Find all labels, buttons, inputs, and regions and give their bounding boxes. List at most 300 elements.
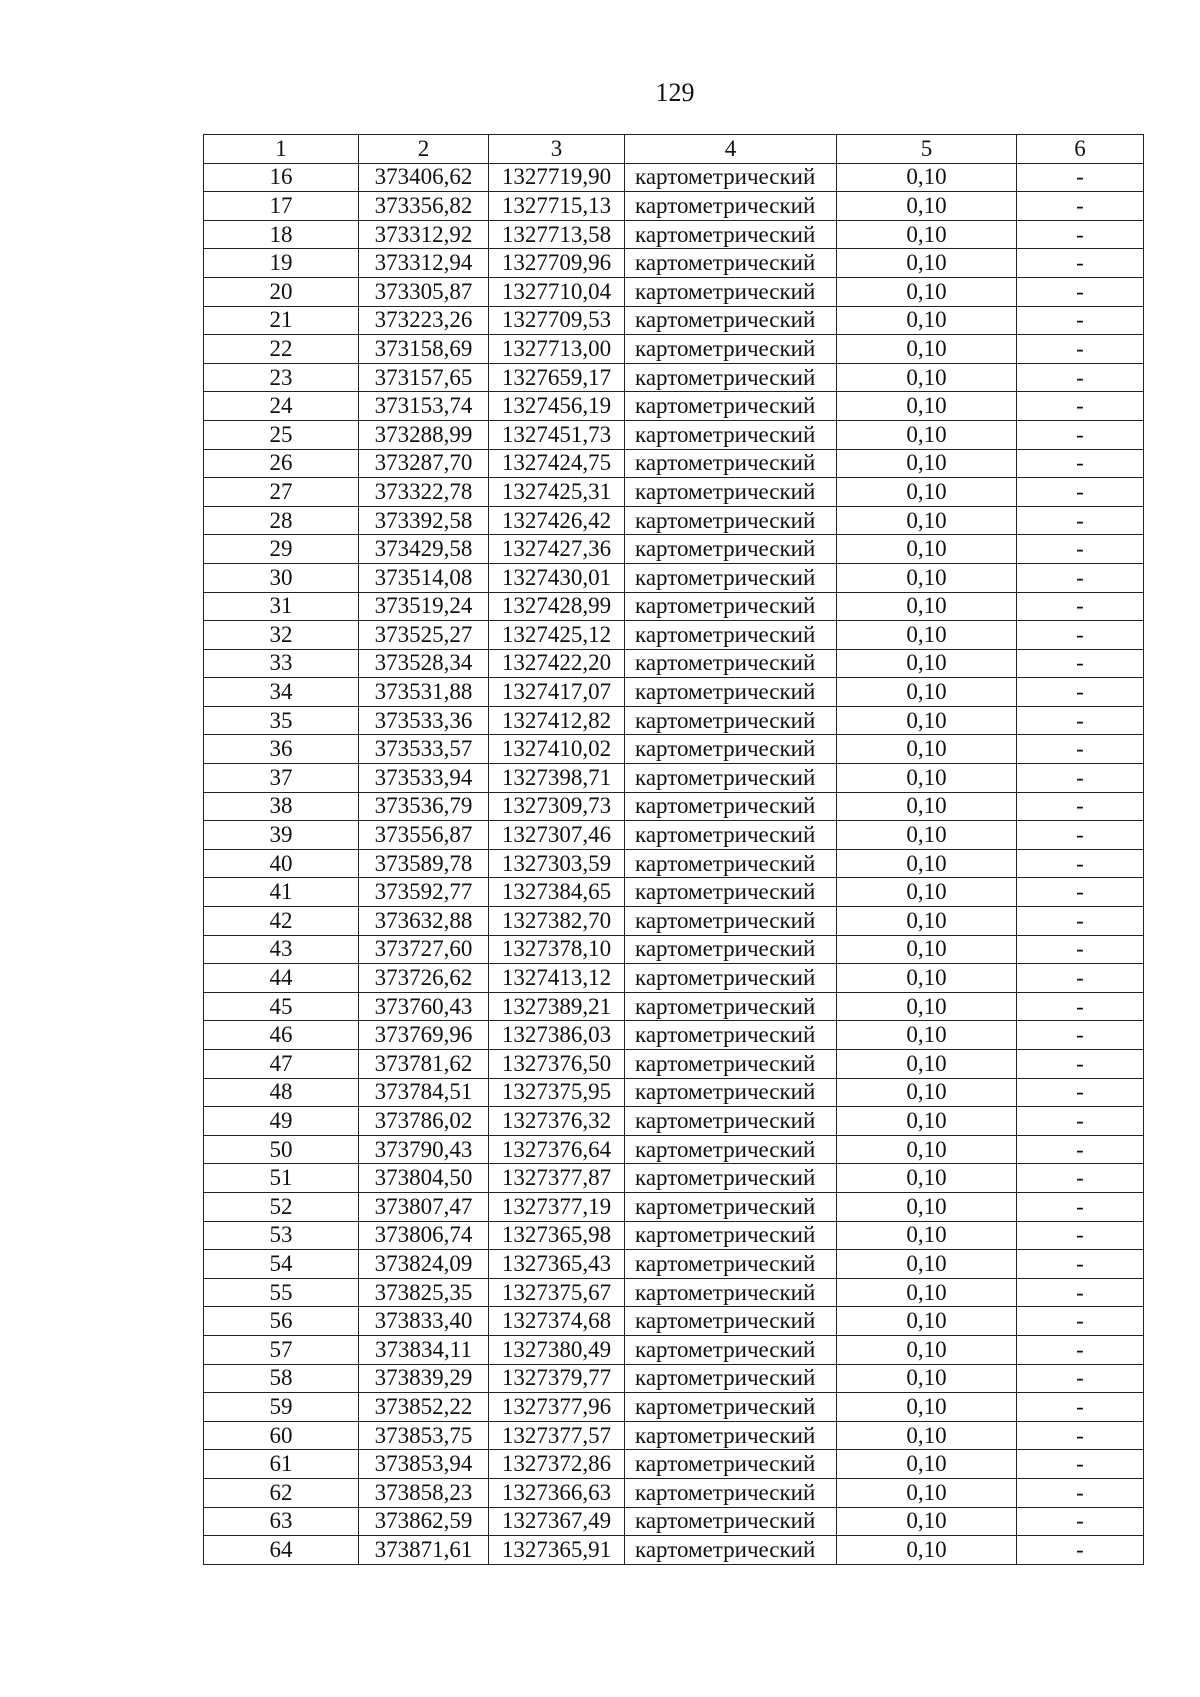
cell-accuracy: 0,10 xyxy=(837,306,1017,335)
cell-y-coordinate: 1327398,71 xyxy=(489,764,625,793)
cell-y-coordinate: 1327377,57 xyxy=(489,1421,625,1450)
cell-point-number: 42 xyxy=(204,907,359,936)
cell-accuracy: 0,10 xyxy=(837,735,1017,764)
cell-description: - xyxy=(1017,535,1144,564)
cell-point-number: 39 xyxy=(204,821,359,850)
cell-description: - xyxy=(1017,1135,1144,1164)
cell-description: - xyxy=(1017,249,1144,278)
cell-y-coordinate: 1327713,58 xyxy=(489,220,625,249)
cell-method: картометрический xyxy=(625,1250,837,1279)
cell-description: - xyxy=(1017,706,1144,735)
cell-accuracy: 0,10 xyxy=(837,592,1017,621)
cell-point-number: 43 xyxy=(204,935,359,964)
cell-x-coordinate: 373784,51 xyxy=(359,1078,489,1107)
table-row xyxy=(204,792,1144,821)
cell-x-coordinate: 373429,58 xyxy=(359,535,489,564)
cell-y-coordinate: 1327365,91 xyxy=(489,1536,625,1565)
cell-x-coordinate: 373312,92 xyxy=(359,220,489,249)
cell-method: картометрический xyxy=(625,964,837,993)
cell-description: - xyxy=(1017,1507,1144,1536)
cell-method: картометрический xyxy=(625,1507,837,1536)
cell-y-coordinate: 1327413,12 xyxy=(489,964,625,993)
table-row xyxy=(204,1135,1144,1164)
cell-y-coordinate: 1327425,12 xyxy=(489,621,625,650)
header-cell-5: 5 xyxy=(837,135,1017,164)
cell-accuracy: 0,10 xyxy=(837,1050,1017,1079)
cell-x-coordinate: 373536,79 xyxy=(359,792,489,821)
header-cell-3: 3 xyxy=(489,135,625,164)
cell-point-number: 16 xyxy=(204,163,359,192)
cell-point-number: 61 xyxy=(204,1450,359,1479)
cell-point-number: 41 xyxy=(204,878,359,907)
cell-accuracy: 0,10 xyxy=(837,1478,1017,1507)
table-row xyxy=(204,706,1144,735)
cell-description: - xyxy=(1017,449,1144,478)
cell-point-number: 28 xyxy=(204,506,359,535)
cell-point-number: 38 xyxy=(204,792,359,821)
cell-accuracy: 0,10 xyxy=(837,992,1017,1021)
cell-description: - xyxy=(1017,1421,1144,1450)
cell-method: картометрический xyxy=(625,249,837,278)
cell-y-coordinate: 1327377,19 xyxy=(489,1192,625,1221)
cell-method: картометрический xyxy=(625,1050,837,1079)
table-row xyxy=(204,649,1144,678)
cell-x-coordinate: 373305,87 xyxy=(359,277,489,306)
table-row xyxy=(204,363,1144,392)
cell-accuracy: 0,10 xyxy=(837,792,1017,821)
cell-accuracy: 0,10 xyxy=(837,706,1017,735)
cell-x-coordinate: 373525,27 xyxy=(359,621,489,650)
cell-point-number: 20 xyxy=(204,277,359,306)
cell-point-number: 29 xyxy=(204,535,359,564)
cell-x-coordinate: 373834,11 xyxy=(359,1335,489,1364)
cell-x-coordinate: 373533,57 xyxy=(359,735,489,764)
cell-y-coordinate: 1327380,49 xyxy=(489,1335,625,1364)
cell-description: - xyxy=(1017,1050,1144,1079)
cell-x-coordinate: 373392,58 xyxy=(359,506,489,535)
table-row xyxy=(204,1421,1144,1450)
table-row xyxy=(204,907,1144,936)
cell-method: картометрический xyxy=(625,163,837,192)
table-row xyxy=(204,1250,1144,1279)
cell-accuracy: 0,10 xyxy=(837,249,1017,278)
cell-method: картометрический xyxy=(625,792,837,821)
table-row xyxy=(204,935,1144,964)
cell-point-number: 24 xyxy=(204,392,359,421)
cell-method: картометрический xyxy=(625,592,837,621)
cell-point-number: 64 xyxy=(204,1536,359,1565)
cell-method: картометрический xyxy=(625,506,837,535)
cell-point-number: 54 xyxy=(204,1250,359,1279)
cell-point-number: 27 xyxy=(204,478,359,507)
table-row xyxy=(204,849,1144,878)
cell-description: - xyxy=(1017,1450,1144,1479)
cell-point-number: 25 xyxy=(204,420,359,449)
cell-x-coordinate: 373288,99 xyxy=(359,420,489,449)
cell-method: картометрический xyxy=(625,1278,837,1307)
table-row xyxy=(204,420,1144,449)
cell-method: картометрический xyxy=(625,220,837,249)
cell-point-number: 45 xyxy=(204,992,359,1021)
cell-method: картометрический xyxy=(625,907,837,936)
cell-method: картометрический xyxy=(625,621,837,650)
cell-x-coordinate: 373853,94 xyxy=(359,1450,489,1479)
cell-point-number: 63 xyxy=(204,1507,359,1536)
cell-accuracy: 0,10 xyxy=(837,649,1017,678)
table-row xyxy=(204,1192,1144,1221)
table-row xyxy=(204,535,1144,564)
cell-point-number: 48 xyxy=(204,1078,359,1107)
cell-point-number: 35 xyxy=(204,706,359,735)
table-row xyxy=(204,678,1144,707)
cell-accuracy: 0,10 xyxy=(837,1536,1017,1565)
cell-description: - xyxy=(1017,1078,1144,1107)
cell-point-number: 17 xyxy=(204,192,359,221)
cell-point-number: 60 xyxy=(204,1421,359,1450)
cell-method: картометрический xyxy=(625,1107,837,1136)
cell-x-coordinate: 373312,94 xyxy=(359,249,489,278)
cell-method: картометрический xyxy=(625,1135,837,1164)
coordinates-table xyxy=(203,134,1144,1565)
cell-description: - xyxy=(1017,420,1144,449)
cell-description: - xyxy=(1017,1192,1144,1221)
cell-method: картометрический xyxy=(625,1307,837,1336)
cell-method: картометрический xyxy=(625,764,837,793)
table-row xyxy=(204,764,1144,793)
cell-description: - xyxy=(1017,306,1144,335)
cell-method: картометрический xyxy=(625,649,837,678)
cell-y-coordinate: 1327376,64 xyxy=(489,1135,625,1164)
cell-method: картометрический xyxy=(625,992,837,1021)
cell-method: картометрический xyxy=(625,706,837,735)
cell-accuracy: 0,10 xyxy=(837,1364,1017,1393)
cell-x-coordinate: 373790,43 xyxy=(359,1135,489,1164)
cell-accuracy: 0,10 xyxy=(837,535,1017,564)
cell-description: - xyxy=(1017,363,1144,392)
cell-x-coordinate: 373589,78 xyxy=(359,849,489,878)
cell-method: картометрический xyxy=(625,535,837,564)
cell-y-coordinate: 1327382,70 xyxy=(489,907,625,936)
cell-point-number: 47 xyxy=(204,1050,359,1079)
cell-y-coordinate: 1327384,65 xyxy=(489,878,625,907)
cell-description: - xyxy=(1017,621,1144,650)
cell-description: - xyxy=(1017,192,1144,221)
cell-accuracy: 0,10 xyxy=(837,1221,1017,1250)
cell-y-coordinate: 1327412,82 xyxy=(489,706,625,735)
cell-point-number: 49 xyxy=(204,1107,359,1136)
cell-method: картометрический xyxy=(625,821,837,850)
cell-x-coordinate: 373519,24 xyxy=(359,592,489,621)
header-cell-6: 6 xyxy=(1017,135,1144,164)
cell-point-number: 21 xyxy=(204,306,359,335)
cell-description: - xyxy=(1017,392,1144,421)
table-row xyxy=(204,1450,1144,1479)
cell-x-coordinate: 373592,77 xyxy=(359,878,489,907)
cell-x-coordinate: 373781,62 xyxy=(359,1050,489,1079)
cell-method: картометрический xyxy=(625,878,837,907)
cell-x-coordinate: 373727,60 xyxy=(359,935,489,964)
table-row xyxy=(204,163,1144,192)
table-row xyxy=(204,1393,1144,1422)
cell-y-coordinate: 1327366,63 xyxy=(489,1478,625,1507)
cell-point-number: 59 xyxy=(204,1393,359,1422)
cell-y-coordinate: 1327303,59 xyxy=(489,849,625,878)
cell-accuracy: 0,10 xyxy=(837,277,1017,306)
cell-y-coordinate: 1327709,96 xyxy=(489,249,625,278)
cell-point-number: 40 xyxy=(204,849,359,878)
cell-x-coordinate: 373528,34 xyxy=(359,649,489,678)
cell-description: - xyxy=(1017,1307,1144,1336)
cell-y-coordinate: 1327659,17 xyxy=(489,363,625,392)
table-row xyxy=(204,821,1144,850)
cell-point-number: 19 xyxy=(204,249,359,278)
cell-method: картометрический xyxy=(625,363,837,392)
cell-y-coordinate: 1327377,87 xyxy=(489,1164,625,1193)
cell-description: - xyxy=(1017,992,1144,1021)
cell-description: - xyxy=(1017,821,1144,850)
cell-x-coordinate: 373824,09 xyxy=(359,1250,489,1279)
cell-method: картометрический xyxy=(625,735,837,764)
cell-y-coordinate: 1327713,00 xyxy=(489,335,625,364)
cell-method: картометрический xyxy=(625,1478,837,1507)
cell-description: - xyxy=(1017,478,1144,507)
cell-method: картометрический xyxy=(625,1078,837,1107)
cell-x-coordinate: 373158,69 xyxy=(359,335,489,364)
cell-method: картометрический xyxy=(625,678,837,707)
cell-x-coordinate: 373514,08 xyxy=(359,563,489,592)
cell-point-number: 32 xyxy=(204,621,359,650)
cell-accuracy: 0,10 xyxy=(837,506,1017,535)
cell-y-coordinate: 1327426,42 xyxy=(489,506,625,535)
cell-method: картометрический xyxy=(625,1164,837,1193)
table-row xyxy=(204,1107,1144,1136)
cell-description: - xyxy=(1017,220,1144,249)
cell-x-coordinate: 373825,35 xyxy=(359,1278,489,1307)
cell-accuracy: 0,10 xyxy=(837,1078,1017,1107)
cell-y-coordinate: 1327307,46 xyxy=(489,821,625,850)
table-body xyxy=(204,163,1144,1564)
cell-description: - xyxy=(1017,964,1144,993)
cell-description: - xyxy=(1017,277,1144,306)
cell-x-coordinate: 373632,88 xyxy=(359,907,489,936)
cell-y-coordinate: 1327417,07 xyxy=(489,678,625,707)
table-row xyxy=(204,449,1144,478)
cell-accuracy: 0,10 xyxy=(837,1421,1017,1450)
cell-description: - xyxy=(1017,649,1144,678)
cell-accuracy: 0,10 xyxy=(837,478,1017,507)
cell-x-coordinate: 373356,82 xyxy=(359,192,489,221)
cell-method: картометрический xyxy=(625,335,837,364)
cell-description: - xyxy=(1017,1478,1144,1507)
cell-x-coordinate: 373533,36 xyxy=(359,706,489,735)
table-row xyxy=(204,277,1144,306)
cell-method: картометрический xyxy=(625,392,837,421)
cell-y-coordinate: 1327375,95 xyxy=(489,1078,625,1107)
table-row xyxy=(204,1507,1144,1536)
cell-accuracy: 0,10 xyxy=(837,621,1017,650)
cell-x-coordinate: 373760,43 xyxy=(359,992,489,1021)
cell-description: - xyxy=(1017,1250,1144,1279)
table-row xyxy=(204,878,1144,907)
cell-point-number: 51 xyxy=(204,1164,359,1193)
cell-accuracy: 0,10 xyxy=(837,1021,1017,1050)
cell-y-coordinate: 1327422,20 xyxy=(489,649,625,678)
cell-x-coordinate: 373287,70 xyxy=(359,449,489,478)
table-row xyxy=(204,1364,1144,1393)
table-row xyxy=(204,1536,1144,1565)
cell-point-number: 34 xyxy=(204,678,359,707)
cell-y-coordinate: 1327427,36 xyxy=(489,535,625,564)
cell-point-number: 52 xyxy=(204,1192,359,1221)
cell-method: картометрический xyxy=(625,306,837,335)
cell-y-coordinate: 1327365,98 xyxy=(489,1221,625,1250)
cell-accuracy: 0,10 xyxy=(837,764,1017,793)
cell-accuracy: 0,10 xyxy=(837,1164,1017,1193)
cell-y-coordinate: 1327456,19 xyxy=(489,392,625,421)
cell-point-number: 56 xyxy=(204,1307,359,1336)
cell-y-coordinate: 1327309,73 xyxy=(489,792,625,821)
cell-description: - xyxy=(1017,592,1144,621)
cell-description: - xyxy=(1017,163,1144,192)
cell-point-number: 62 xyxy=(204,1478,359,1507)
cell-description: - xyxy=(1017,935,1144,964)
cell-accuracy: 0,10 xyxy=(837,192,1017,221)
cell-x-coordinate: 373769,96 xyxy=(359,1021,489,1050)
cell-description: - xyxy=(1017,1364,1144,1393)
cell-accuracy: 0,10 xyxy=(837,1507,1017,1536)
cell-description: - xyxy=(1017,735,1144,764)
cell-y-coordinate: 1327377,96 xyxy=(489,1393,625,1422)
table-row xyxy=(204,306,1144,335)
cell-x-coordinate: 373531,88 xyxy=(359,678,489,707)
cell-accuracy: 0,10 xyxy=(837,420,1017,449)
table-row xyxy=(204,1478,1144,1507)
cell-point-number: 22 xyxy=(204,335,359,364)
cell-accuracy: 0,10 xyxy=(837,1192,1017,1221)
cell-method: картометрический xyxy=(625,1450,837,1479)
cell-accuracy: 0,10 xyxy=(837,964,1017,993)
cell-method: картометрический xyxy=(625,1393,837,1422)
header-cell-4: 4 xyxy=(625,135,837,164)
cell-y-coordinate: 1327425,31 xyxy=(489,478,625,507)
cell-x-coordinate: 373839,29 xyxy=(359,1364,489,1393)
cell-x-coordinate: 373223,26 xyxy=(359,306,489,335)
cell-accuracy: 0,10 xyxy=(837,392,1017,421)
cell-x-coordinate: 373852,22 xyxy=(359,1393,489,1422)
cell-x-coordinate: 373406,62 xyxy=(359,163,489,192)
cell-y-coordinate: 1327430,01 xyxy=(489,563,625,592)
cell-point-number: 37 xyxy=(204,764,359,793)
cell-method: картометрический xyxy=(625,420,837,449)
table-row xyxy=(204,1050,1144,1079)
cell-method: картометрический xyxy=(625,1021,837,1050)
cell-accuracy: 0,10 xyxy=(837,449,1017,478)
cell-method: картометрический xyxy=(625,192,837,221)
cell-x-coordinate: 373726,62 xyxy=(359,964,489,993)
cell-method: картометрический xyxy=(625,935,837,964)
table-row xyxy=(204,621,1144,650)
cell-x-coordinate: 373556,87 xyxy=(359,821,489,850)
table-header xyxy=(204,135,1144,164)
cell-y-coordinate: 1327376,32 xyxy=(489,1107,625,1136)
table-row xyxy=(204,249,1144,278)
cell-x-coordinate: 373806,74 xyxy=(359,1221,489,1250)
table-row xyxy=(204,220,1144,249)
cell-x-coordinate: 373807,47 xyxy=(359,1192,489,1221)
cell-point-number: 26 xyxy=(204,449,359,478)
cell-description: - xyxy=(1017,792,1144,821)
cell-description: - xyxy=(1017,878,1144,907)
cell-accuracy: 0,10 xyxy=(837,335,1017,364)
cell-description: - xyxy=(1017,506,1144,535)
cell-accuracy: 0,10 xyxy=(837,878,1017,907)
cell-accuracy: 0,10 xyxy=(837,563,1017,592)
cell-x-coordinate: 373862,59 xyxy=(359,1507,489,1536)
cell-point-number: 46 xyxy=(204,1021,359,1050)
cell-description: - xyxy=(1017,678,1144,707)
cell-accuracy: 0,10 xyxy=(837,163,1017,192)
cell-point-number: 55 xyxy=(204,1278,359,1307)
cell-description: - xyxy=(1017,1536,1144,1565)
cell-y-coordinate: 1327719,90 xyxy=(489,163,625,192)
cell-point-number: 31 xyxy=(204,592,359,621)
cell-method: картометрический xyxy=(625,563,837,592)
cell-point-number: 30 xyxy=(204,563,359,592)
cell-accuracy: 0,10 xyxy=(837,678,1017,707)
cell-description: - xyxy=(1017,907,1144,936)
cell-method: картометрический xyxy=(625,1335,837,1364)
cell-accuracy: 0,10 xyxy=(837,1393,1017,1422)
table-row xyxy=(204,592,1144,621)
cell-accuracy: 0,10 xyxy=(837,1335,1017,1364)
cell-y-coordinate: 1327378,10 xyxy=(489,935,625,964)
cell-y-coordinate: 1327710,04 xyxy=(489,277,625,306)
cell-point-number: 44 xyxy=(204,964,359,993)
cell-x-coordinate: 373786,02 xyxy=(359,1107,489,1136)
cell-accuracy: 0,10 xyxy=(837,1135,1017,1164)
table-row xyxy=(204,735,1144,764)
cell-point-number: 57 xyxy=(204,1335,359,1364)
cell-accuracy: 0,10 xyxy=(837,1107,1017,1136)
table-row xyxy=(204,506,1144,535)
cell-accuracy: 0,10 xyxy=(837,935,1017,964)
cell-point-number: 23 xyxy=(204,363,359,392)
cell-accuracy: 0,10 xyxy=(837,363,1017,392)
cell-description: - xyxy=(1017,849,1144,878)
table-row xyxy=(204,1078,1144,1107)
cell-y-coordinate: 1327365,43 xyxy=(489,1250,625,1279)
table-row xyxy=(204,1278,1144,1307)
cell-y-coordinate: 1327372,86 xyxy=(489,1450,625,1479)
table-row xyxy=(204,992,1144,1021)
header-cell-2: 2 xyxy=(359,135,489,164)
table-row xyxy=(204,1335,1144,1364)
cell-accuracy: 0,10 xyxy=(837,1250,1017,1279)
cell-accuracy: 0,10 xyxy=(837,220,1017,249)
cell-y-coordinate: 1327379,77 xyxy=(489,1364,625,1393)
cell-y-coordinate: 1327410,02 xyxy=(489,735,625,764)
cell-y-coordinate: 1327374,68 xyxy=(489,1307,625,1336)
cell-y-coordinate: 1327367,49 xyxy=(489,1507,625,1536)
cell-x-coordinate: 373157,65 xyxy=(359,363,489,392)
cell-y-coordinate: 1327424,75 xyxy=(489,449,625,478)
cell-method: картометрический xyxy=(625,849,837,878)
cell-y-coordinate: 1327715,13 xyxy=(489,192,625,221)
cell-point-number: 58 xyxy=(204,1364,359,1393)
table-row xyxy=(204,335,1144,364)
cell-description: - xyxy=(1017,1021,1144,1050)
cell-point-number: 50 xyxy=(204,1135,359,1164)
